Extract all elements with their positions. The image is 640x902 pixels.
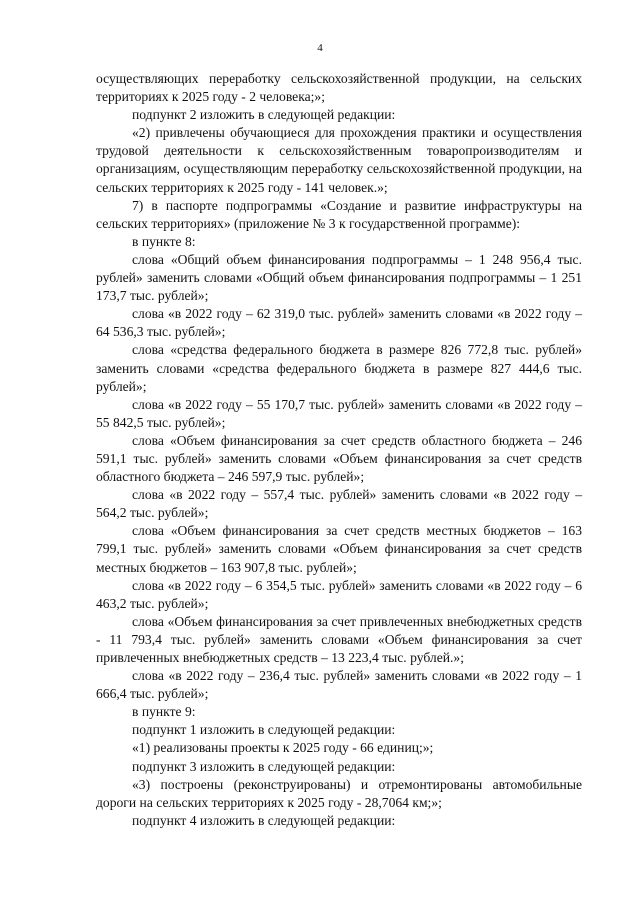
paragraph: «3) построены (реконструированы) и отремонтированы автомобильные дороги на сельских территориях к 2025 году - 28,7064 км;»; <box>96 776 582 810</box>
paragraph: подпункт 4 изложить в следующей редакции: <box>132 812 396 828</box>
paragraph: в пункте 9: <box>132 704 196 720</box>
page-number: 4 <box>317 42 323 54</box>
paragraph: «1) реализованы проекты к 2025 году - 66 единиц;»; <box>132 740 434 756</box>
paragraph: слова «средства федерального бюджета в размере 826 772,8 тыс. рублей» заменить словами «средства федерального бюджета в размере 827 444,6 тыс. рублей»; <box>96 342 582 394</box>
paragraph: осуществляющих переработку сельскохозяйственной продукции, на сельских территориях к 2025 году - 2 человека;»; <box>96 71 582 105</box>
paragraph: слова «в 2022 году – 55 170,7 тыс. рублей» заменить словами «в 2022 году – 55 842,5 тыс. рублей»; <box>96 396 582 430</box>
paragraph: слова «в 2022 году – 62 319,0 тыс. рублей» заменить словами «в 2022 году – 64 536,3 тыс. рублей»; <box>96 306 582 340</box>
paragraph: слова «в 2022 году – 6 354,5 тыс. рублей» заменить словами «в 2022 году – 6 463,2 тыс. рублей»; <box>96 577 582 611</box>
paragraph: в пункте 8: <box>132 233 196 249</box>
paragraph: слова «Объем финансирования за счет привлеченных внебюджетных средств - 11 793,4 тыс. рублей» заменить словами «Объем финансирования за счет привлеченных внебюджетных средств – 13 223,4 тыс. рублей.»; <box>96 613 582 665</box>
paragraph: подпункт 1 изложить в следующей редакции: <box>132 722 396 738</box>
paragraph: слова «Общий объем финансирования подпрограммы – 1 248 956,4 тыс. рублей» заменить словами «Общий объем финансирования подпрограммы – 1 251 173,7 тыс. рублей»; <box>96 251 582 304</box>
document-body <box>96 70 582 830</box>
paragraph: слова «Объем финансирования за счет средств местных бюджетов – 163 799,1 тыс. рублей» заменить словами «Объем финансирования за счет средств местных бюджетов – 163 907,8 тыс. рублей»; <box>96 523 582 575</box>
paragraph: подпункт 2 изложить в следующей редакции: <box>132 107 396 123</box>
paragraph: слова «в 2022 году – 236,4 тыс. рублей» заменить словами «в 2022 году – 1 666,4 тыс. рублей»; <box>96 668 582 702</box>
paragraph: слова «в 2022 году – 557,4 тыс. рублей» заменить словами «в 2022 году – 564,2 тыс. рублей»; <box>96 487 582 521</box>
paragraph: подпункт 3 изложить в следующей редакции: <box>132 758 396 774</box>
paragraph: 7) в паспорте подпрограммы «Создание и развитие инфраструктуры на сельских территориях» (приложение № 3 к государственной программе): <box>96 197 582 231</box>
paragraph: слова «Объем финансирования за счет средств областного бюджета – 246 591,1 тыс. рублей» заменить словами «Объем финансирования за счет средств областного бюджета – 246 597,9 тыс. рублей»; <box>96 432 582 485</box>
paragraph: «2) привлечены обучающиеся для прохождения практики и осуществления трудовой деятельности к сельскохозяйственным товаропроизводителям и организациям, осуществляющим переработку сельскохозяйственной продукции, на сельских территориях к 2025 году - 141 человек.»; <box>96 125 582 195</box>
